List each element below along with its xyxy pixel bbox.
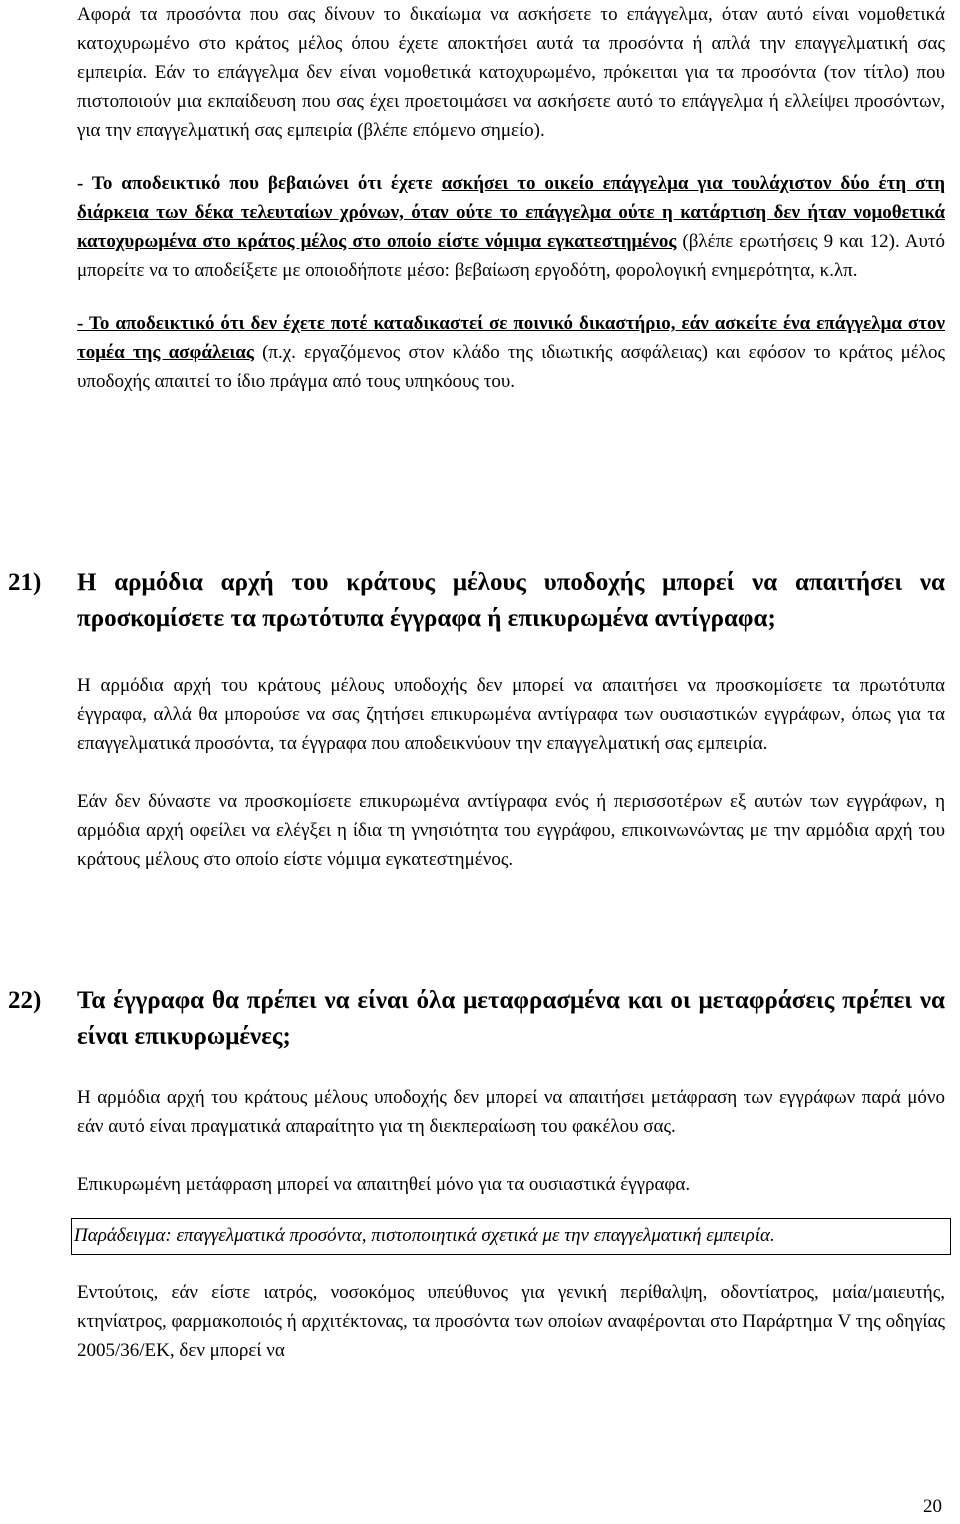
bullet1-ref: (βλέπε ερωτήσεις 9 και 12). [676, 231, 900, 252]
q22-paragraph-2: Επικυρωμένη μετάφραση μπορεί να απαιτηθεί μόνο για τα ουσιαστικά έγγραφα. [77, 1174, 691, 1195]
example-text: Παράδειγμα: επαγγελματικά προσόντα, πιστοποιητικά σχετικά με την επαγγελματική εμπειρία. [74, 1225, 775, 1246]
q22-paragraph-3: Εντούτοις, εάν είστε ιατρός, νοσοκόμος υπεύθυνος για γενική περίθαλψη, οδοντίατρος, μαία/μαιευτής, κτηνίατρος, φαρμακοποιός ή αρχιτέκτονας, τα προσόντα των οποίων αναφέρονται στο Παράρτημα V της οδηγίας 2005/36/ΕΚ, δεν μπορεί να [77, 1282, 945, 1361]
bullet1-underlined: ασκήσει το οικείο επάγγελμα για τουλάχιστον δύο έτη στη διάρκεια των δέκα τελευταίων χρόνων, όταν ούτε το επάγγελμα ούτε η κατάρτιση δεν ήταν νομοθετικά κατοχυρωμένα στο κράτος μέλος στο οποίο είστε νόμιμα εγκατεστημένος [77, 173, 945, 252]
q22-paragraph-1: Η αρμόδια αρχή του κράτους μέλους υποδοχής δεν μπορεί να απαιτήσει μετάφραση των εγγράφων παρά μόνο εάν αυτό είναι πραγματικά απαραίτητο για τη διεκπεραίωση του φακέλου σας. [77, 1087, 945, 1137]
intro-section [77, 0, 945, 396]
question-21-number: 21) [8, 569, 42, 596]
q21-paragraph-2: Εάν δεν δύναστε να προσκομίσετε επικυρωμένα αντίγραφα ενός ή περισσοτέρων εξ αυτών των εγγράφων, η αρμόδια αρχή οφείλει να ελέγξει η ίδια τη γνησιότητα του εγγράφου, επικοινωνώντας με την αρμόδια αρχή του κράτους μέλους στο οποίο είστε νόμιμα εγκατεστημένος. [77, 791, 945, 870]
bullet2-underlined: - Το αποδεικτικό ότι δεν έχετε ποτέ καταδικαστεί σε ποινικό δικαστήριο, εάν ασκείτε ένα επάγγελμα στον τομέα της ασφάλειας [77, 313, 945, 363]
bullet2-rest: (π.χ. εργαζόμενος στον κλάδο της ιδιωτικής ασφάλειας) και εφόσον το κράτος μέλος υποδοχής απαιτεί το ίδιο πράγμα από τους υπηκόους του. [77, 342, 945, 392]
bullet1-lead: - Το αποδεικτικό που βεβαιώνει ότι έχετε [77, 173, 442, 194]
bullet-work-experience [77, 169, 945, 285]
question-22-title: Τα έγγραφα θα πρέπει να είναι όλα μεταφρασμένα και οι μεταφράσεις πρέπει να είναι επικυρωμένες; [77, 987, 945, 1050]
question-22-answer [74, 1083, 945, 1365]
page-number: 20 [923, 1496, 942, 1517]
bullet1-rest: Αυτό μπορείτε να το αποδείξετε με οποιοδήποτε μέσο: βεβαίωση εργοδότη, φορολογική ενημερότητα, κ.λπ. [77, 231, 945, 281]
example-box [71, 1218, 951, 1255]
question-21-title: Η αρμόδια αρχή του κράτους μέλους υποδοχής μπορεί να απαιτήσει να προσκομίσετε τα πρωτότυπα έγγραφα ή επικυρωμένα αντίγραφα; [77, 569, 945, 632]
question-22-number: 22) [8, 987, 42, 1014]
q21-paragraph-1: Η αρμόδια αρχή του κράτους μέλους υποδοχής δεν μπορεί να απαιτήσει να προσκομίσετε τα πρωτότυπα έγγραφα, αλλά θα μπορούσε να σας ζητήσει επικυρωμένα αντίγραφα των ουσιαστικών εγγράφων, όπως για τα επαγγελματικά προσόντα, τα έγγραφα που αποδεικνύουν την επαγγελματική σας εμπειρία. [77, 675, 945, 754]
bullet-criminal-record [77, 309, 945, 396]
question-21-answer [77, 671, 945, 874]
intro-paragraph: Αφορά τα προσόντα που σας δίνουν το δικαίωμα να ασκήσετε το επάγγελμα, όταν αυτό είναι νομοθετικά κατοχυρωμένο στο κράτος μέλος όπου έχετε αποκτήσει αυτά τα προσόντα ή απλά την επαγγελματική σας εμπειρία. Εάν το επάγγελμα δεν είναι νομοθετικά κατοχυρωμένο, πρόκειται για τα προσόντα (τον τίτλο) που πιστοποιούν μια εκπαίδευση που σας έχει προετοιμάσει να ασκήσετε αυτό το επάγγελμα ή ελλείψει προσόντων, για την επαγγελματική σας εμπειρία (βλέπε επόμενο σημείο). [77, 4, 945, 141]
